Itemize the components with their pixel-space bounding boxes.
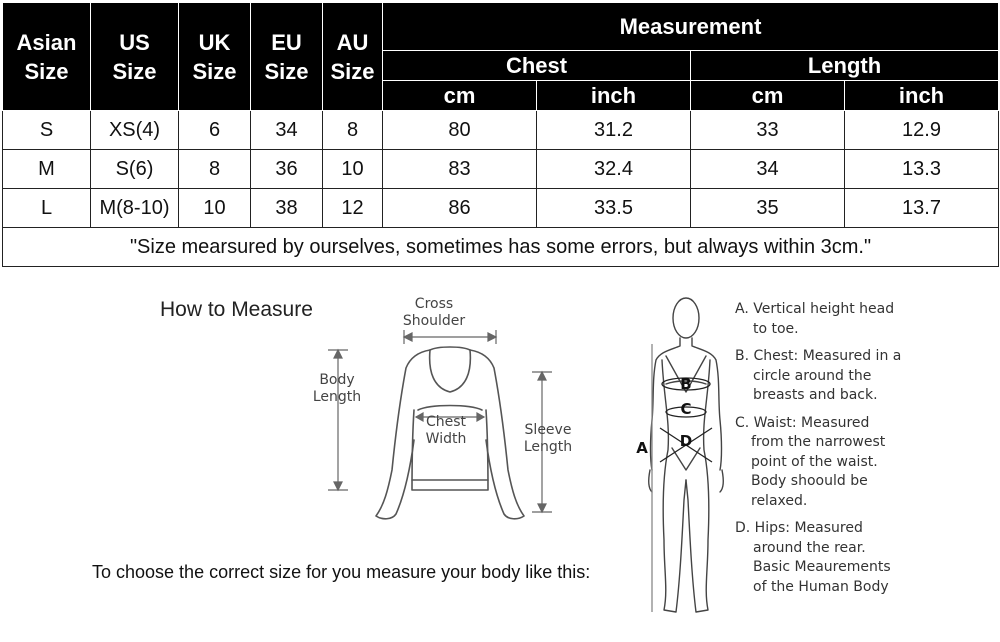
cell-us: XS(4) xyxy=(91,111,179,150)
cell-length-inch: 12.9 xyxy=(845,111,999,150)
cell-au: 10 xyxy=(323,150,383,189)
cell-uk: 8 xyxy=(179,150,251,189)
note-d: D. Hips: Measured around the rear. Basic Meaurements of the Human Body xyxy=(735,520,891,595)
header-length: Length xyxy=(691,51,999,81)
header-chest-inch: inch xyxy=(537,81,691,111)
cell-eu: 36 xyxy=(251,150,323,189)
cell-us: M(8-10) xyxy=(91,189,179,228)
cell-chest-cm: 86 xyxy=(383,189,537,228)
choose-size-text: To choose the correct size for you measure your body like this: xyxy=(92,562,591,582)
body-length-label: Body Length xyxy=(312,372,362,405)
cell-asian: M xyxy=(3,150,91,189)
header-measurement: Measurement xyxy=(383,3,999,51)
cell-asian: L xyxy=(3,189,91,228)
measurement-notes xyxy=(735,300,995,605)
cell-chest-inch: 32.4 xyxy=(537,150,691,189)
size-note: "Size mearsured by ourselves, sometimes has some errors, but always within 3cm." xyxy=(3,228,999,267)
header-eu-size: EU Size xyxy=(251,3,323,111)
cell-uk: 6 xyxy=(179,111,251,150)
cell-length-inch: 13.3 xyxy=(845,150,999,189)
marker-d: D xyxy=(679,432,693,450)
how-to-measure-title: How to Measure xyxy=(160,298,313,321)
cell-length-inch: 13.7 xyxy=(845,189,999,228)
cell-eu: 34 xyxy=(251,111,323,150)
header-length-cm: cm xyxy=(691,81,845,111)
note-b: B. Chest: Measured in a circle around the breasts and back. xyxy=(735,348,902,403)
header-au-size: AU Size xyxy=(323,3,383,111)
cell-eu: 38 xyxy=(251,189,323,228)
cross-shoulder-label: Cross Shoulder xyxy=(402,296,466,329)
cell-au: 8 xyxy=(323,111,383,150)
marker-a: A xyxy=(636,439,648,457)
chest-width-label: Chest Width xyxy=(425,414,467,447)
cell-asian: S xyxy=(3,111,91,150)
sleeve-length-label: Sleeve Length xyxy=(523,422,573,455)
header-chest-cm: cm xyxy=(383,81,537,111)
cell-chest-cm: 83 xyxy=(383,150,537,189)
header-asian-size: Asian Size xyxy=(3,3,91,111)
cell-uk: 10 xyxy=(179,189,251,228)
cell-length-cm: 34 xyxy=(691,150,845,189)
cell-length-cm: 33 xyxy=(691,111,845,150)
header-chest: Chest xyxy=(383,51,691,81)
cell-chest-inch: 31.2 xyxy=(537,111,691,150)
note-a: A. Vertical height head to toe. xyxy=(735,301,895,337)
marker-c: C xyxy=(680,400,692,418)
marker-b: B xyxy=(680,375,692,393)
table-row xyxy=(3,189,999,228)
cell-length-cm: 35 xyxy=(691,189,845,228)
cell-chest-cm: 80 xyxy=(383,111,537,150)
size-chart-table xyxy=(2,2,999,267)
cell-chest-inch: 33.5 xyxy=(537,189,691,228)
table-row xyxy=(3,111,999,150)
header-us-size: US Size xyxy=(91,3,179,111)
cell-us: S(6) xyxy=(91,150,179,189)
header-length-inch: inch xyxy=(845,81,999,111)
header-uk-size: UK Size xyxy=(179,3,251,111)
note-c: C. Waist: Measured from the narrowest point of the waist. Body shoould be relaxed. xyxy=(735,414,886,509)
cell-au: 12 xyxy=(323,189,383,228)
table-row xyxy=(3,150,999,189)
